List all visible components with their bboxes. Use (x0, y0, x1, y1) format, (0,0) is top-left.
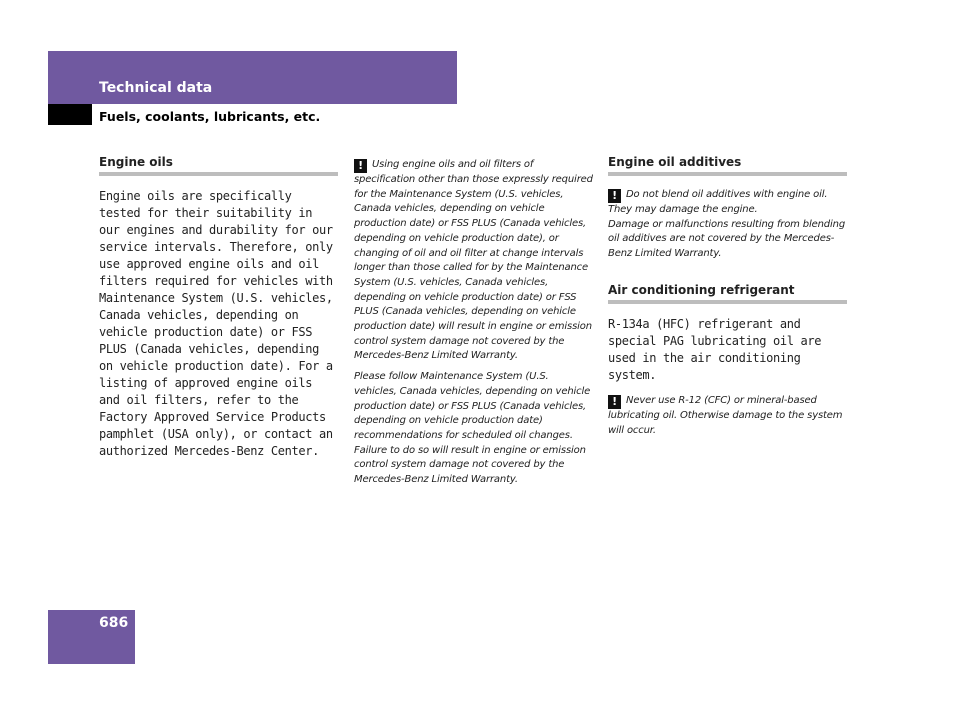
page-number: 686 (99, 615, 129, 631)
header-band (48, 51, 457, 104)
oil-warning-text: Using engine oils and oil filters of specification other than those expressly required for the Maintenance System (U.S. vehicles, Canada vehicles, depending on vehicle production date) or FSS PLUS (Canada vehicles, depending on vehicle production date), or changing of oil and oil filter at change intervals longer than those called for by the Maintenance System (U.S. vehicles, Canada vehicles, depending on vehicle production date) or FSS PLUS (Canada vehicles, depending on vehicle production date) will result in engine or emission control system damage not covered by the Mercedes-Benz Limited Warranty. (354, 159, 593, 362)
column-warnings (354, 158, 594, 494)
ac-heading: Air conditioning refrigerant (608, 283, 847, 304)
warning-icon: ! (354, 159, 367, 173)
ac-warning (608, 394, 847, 438)
section-tab-marker (48, 104, 92, 125)
engine-oils-heading: Engine oils (99, 155, 338, 176)
engine-oils-body: Engine oils are specifically tested for their suitability in our engines and durability for our service intervals. Therefore, only use approved engine oils and oil filters required for vehicles with Maintenance System (U.S. vehicles, Canada vehicles, depending on vehicle production date) or FSS PLUS (Canada vehicles, depending on vehicle production date). For a listing of approved engine oils and oil filters, refer to the Factory Approved Service Products pamphlet (USA only), or contact an authorized Mercedes-Benz Center. (99, 189, 333, 458)
column-engine-oils (99, 155, 338, 460)
column-additives-refrigerant (608, 155, 847, 444)
ac-warning-text: Never use R-12 (CFC) or mineral-based lubricating oil. Otherwise damage to the system will occur. (608, 394, 843, 436)
additives-note: Damage or malfunctions resulting from blending oil additives are not covered by the Mercedes-Benz Limited Warranty. (608, 218, 846, 260)
oil-warning-note (354, 158, 594, 364)
additives-warning (608, 188, 847, 218)
maintenance-note: Please follow Maintenance System (U.S. vehicles, Canada vehicles, depending on vehicle production date) or FSS PLUS (Canada vehicles, depending on vehicle production date) recommendations for scheduled oil changes. Failure to do so will result in engine or emission control system damage not covered by the Mercedes-Benz Limited Warranty. (354, 371, 591, 486)
additives-warning-text: Do not blend oil additives with engine oil. They may damage the engine. (608, 189, 828, 215)
warning-icon: ! (608, 395, 621, 409)
section-title: Technical data (99, 80, 213, 96)
section-subtitle: Fuels, coolants, lubricants, etc. (99, 109, 321, 124)
warning-icon: ! (608, 189, 621, 203)
additives-heading: Engine oil additives (608, 155, 847, 176)
ac-body: R-134a (HFC) refrigerant and special PAG lubricating oil are used in the air conditioning system. (608, 316, 822, 382)
